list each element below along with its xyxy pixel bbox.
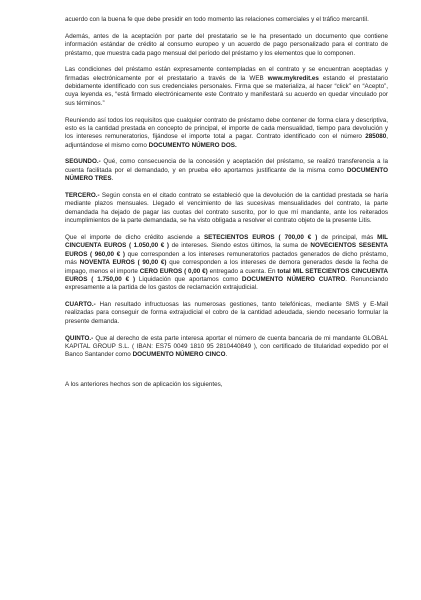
- paragraph-closing: [65, 381, 388, 389]
- paragraph-cuarto: [65, 301, 388, 326]
- document-reference-three: DOCUMENTO NÚMERO TRES: [65, 166, 388, 183]
- paragraph-text: Además, antes de la aceptación por parte del prestatario se le ha presentado un documento que contiene información estándar de crédito al consumo europeo y un acuerdo de pago personalizado para el contrato de préstamo, que muestra cada pago mensual del período del préstamo y los elementos que lo componen.: [65, 32, 388, 57]
- paragraph-standard-info: [65, 33, 388, 58]
- paragraph-text: .: [225, 351, 228, 359]
- paragraph-text: de principal, más: [317, 233, 378, 241]
- paragraph-text: Liquidación que aportamos como: [135, 275, 242, 283]
- document-reference-four: DOCUMENTO NÚMERO CUATRO: [241, 275, 346, 283]
- paragraph-good-faith: [65, 16, 388, 24]
- paragraph-text: Qué, como consecuencia de la concesión y aceptación del préstamo, se realizó transferencia a la cuenta facilitada por el demandado, y en prueba ello aportamos justificante de la misma como: [65, 158, 388, 174]
- paragraph-text: estando el prestatario debidamente identificado con sus credenciales personales. Firma que se materializa, al hacer “click” en “Acepto”, cuya leyenda es, “está firmado electrónicamente este Contrato y manifestará su acuerdo en quedar vinculado por sus términos.”: [65, 74, 388, 107]
- paragraph-text: , adjuntándose el mismo como: [65, 133, 388, 149]
- paragraph-text: Que el importe de dicho crédito asciende a: [65, 233, 204, 241]
- paragraph-text: Reuniendo así todos los requisitos que cualquier contrato de préstamo debe contener de forma clara y descriptiva, esto es la cantidad prestada en concepto de principal, el importe de cada mensualidad, tiempo para devolución y los intereses remuneratorios, fijándose el importe total a pagar. Contrato identificado con el número: [65, 116, 388, 141]
- principal-amount: SETECIENTOS EUROS ( 700,00 € ): [203, 233, 318, 241]
- paragraph-text: . Renunciando expresamente a la partida de los gastos de reclamación extrajudicial.: [65, 275, 388, 292]
- paragraph-text: Según consta en el citado contrato se estableció que la devolución de la cantidad prestada se haría mediante plazos mensuales. Llegado el vencimiento de las sucesivas mensualidades del contrato, la parte demandada ha dejado de pagar las cuotas del contrato suscrito, por lo que mí mandante, ante los reiterados incumplimientos de la parte demandada, se ha visto obligada a resolver el contrato objeto de la presente Litis.: [65, 191, 388, 225]
- document-page: [65, 16, 388, 397]
- website-reference: www.mykredit.es: [267, 74, 319, 82]
- section-heading-quinto: QUINTO.-: [65, 334, 94, 342]
- paragraph-text: Las condiciones del préstamo están expresamente contempladas en el contrato y se encuentran aceptadas y firmadas electrónicamente por el prestatario a través de la WEB: [65, 66, 388, 82]
- section-heading-cuarto: CUARTO.-: [65, 301, 96, 309]
- paragraph-contract-requirements: [65, 117, 388, 151]
- paragraph-text: Que al derecho de esta parte interesa aportar el número de cuenta bancaria de mi mandante GLOBAL KAPITAL GROUP S.L. ( IBAN: ES75 0049 1810 95 2810440849 ), con certificado de titularidad expedido por el Banco Santander como: [65, 334, 388, 359]
- document-reference-five: DOCUMENTO NÚMERO CINCO: [132, 351, 226, 359]
- section-heading-tercero: TERCERO.-: [65, 191, 100, 199]
- paid-amount: CERO EUROS ( 0,00 €): [139, 267, 208, 275]
- paragraph-text: que corresponden a los intereses de demora generados desde la fecha de impago, menos el importe: [65, 259, 388, 275]
- paragraph-segundo: [65, 158, 388, 183]
- section-heading-segundo: SEGUNDO.-: [65, 158, 101, 166]
- paragraph-text: entregado a cuenta. En: [207, 267, 278, 275]
- paragraph-amount-breakdown: [65, 234, 388, 293]
- paragraph-tercero: [65, 192, 388, 226]
- total-amount: total MIL SETECIENTOS CINCUENTA EUROS ( 1.750,00 € ): [65, 267, 388, 283]
- paragraph-text: que corresponden a los intereses remuneratorios pactados generados de dicho préstamo, más: [65, 250, 388, 267]
- paragraph-text: .: [111, 175, 114, 183]
- interest-amount: MIL CINCUENTA EUROS ( 1.050,00 € ): [65, 233, 388, 250]
- paragraph-quinto: [65, 335, 388, 360]
- paragraph-loan-conditions: [65, 66, 388, 108]
- paragraph-text: acuerdo con la buena fe que debe presidir en todo momento las relaciones comerciales y el tráfico mercantil.: [65, 16, 369, 23]
- paragraph-text: de intereses. Siendo estos últimos, la suma de: [169, 242, 311, 250]
- paragraph-text: Han resultado infructuosas las numerosas gestiones, tanto telefónicas, mediante SMS y E-Mail realizadas para conseguir de forma extrajudicial el cobro de la cantidad adeudada, siendo necesario formular la presente demanda.: [65, 301, 388, 325]
- document-reference-two: DOCUMENTO NÚMERO DOS.: [148, 141, 237, 149]
- paragraph-text: A los anteriores hechos son de aplicación los siguientes,: [65, 380, 223, 388]
- late-interest-amount: NOVENTA EUROS ( 90,00 €): [79, 259, 167, 267]
- contract-number: 285080: [365, 133, 387, 141]
- remunerative-interest-amount: NOVECIENTOS SESENTA EUROS ( 960,00 € ): [65, 242, 388, 258]
